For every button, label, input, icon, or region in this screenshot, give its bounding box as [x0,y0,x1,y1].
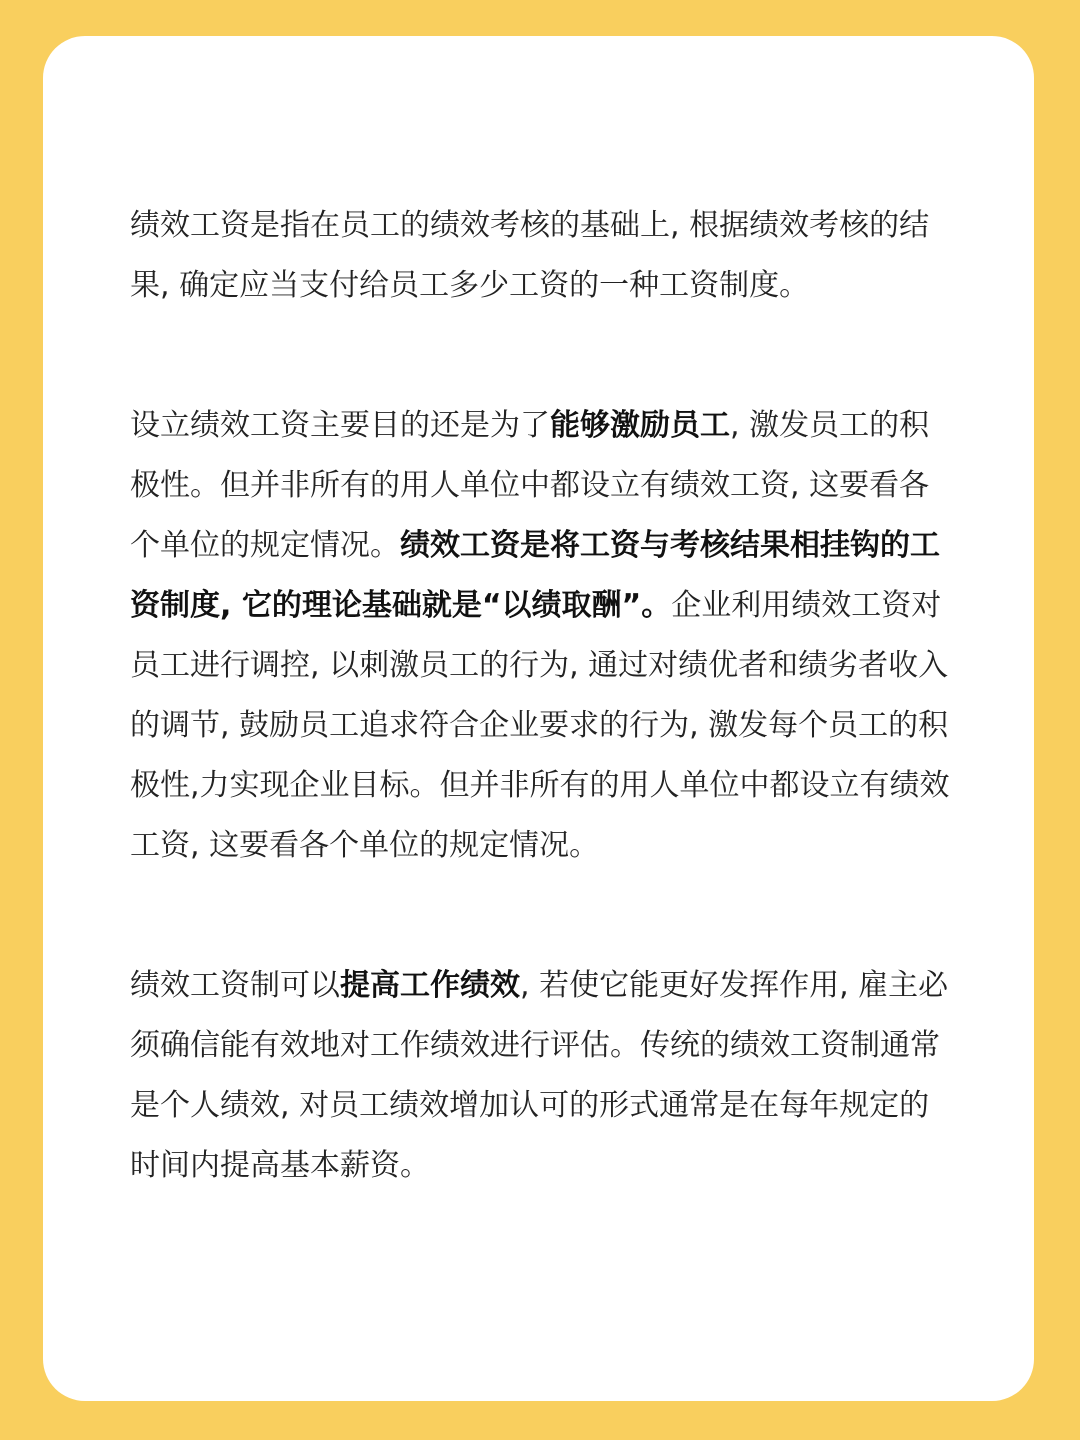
bold-text-segment: 绩效工资是将工资与考核结果相挂钩的工资制度, 它的理论基础就是“以绩取酬”。 [130,528,940,623]
text-segment: 企业利用绩效工资对员工进行调控, 以刺激员工的行为, 通过对绩优者和绩劣者收入的调节, 鼓励员工追求符合企业要求的行为, 激发每个员工的积极性,力实现企业目标。但并非所有的用人单位中都设立有绩效工资, 这要看各个单位的规定情况。 [130,588,950,863]
paragraph-performance [130,956,950,1196]
text-segment: , 若使它能更好发挥作用, 雇主必须确信能有效地对工作绩效进行评估。传统的绩效工资制通常是个人绩效, 对员工绩效增加认可的形式通常是在每年规定的时间内提高基本薪资。 [130,968,949,1183]
content-card [43,36,1034,1401]
text-segment: 绩效工资是指在员工的绩效考核的基础上, 根据绩效考核的结果, 确定应当支付给员工多少工资的一种工资制度。 [130,208,930,303]
paragraph-definition [130,196,950,316]
bold-text-segment: 能够激励员工 [550,408,730,443]
bold-text-segment: 提高工作绩效 [340,968,520,1003]
text-segment: , 激发员工的积极性。但并非所有的用人单位中都设立有绩效工资, 这要看各个单位的规定情况。 [130,408,930,563]
text-segment: 设立绩效工资主要目的还是为了 [130,408,550,443]
article-body [130,196,950,1196]
text-segment: 绩效工资制可以 [130,968,340,1003]
paragraph-purpose [130,396,950,876]
